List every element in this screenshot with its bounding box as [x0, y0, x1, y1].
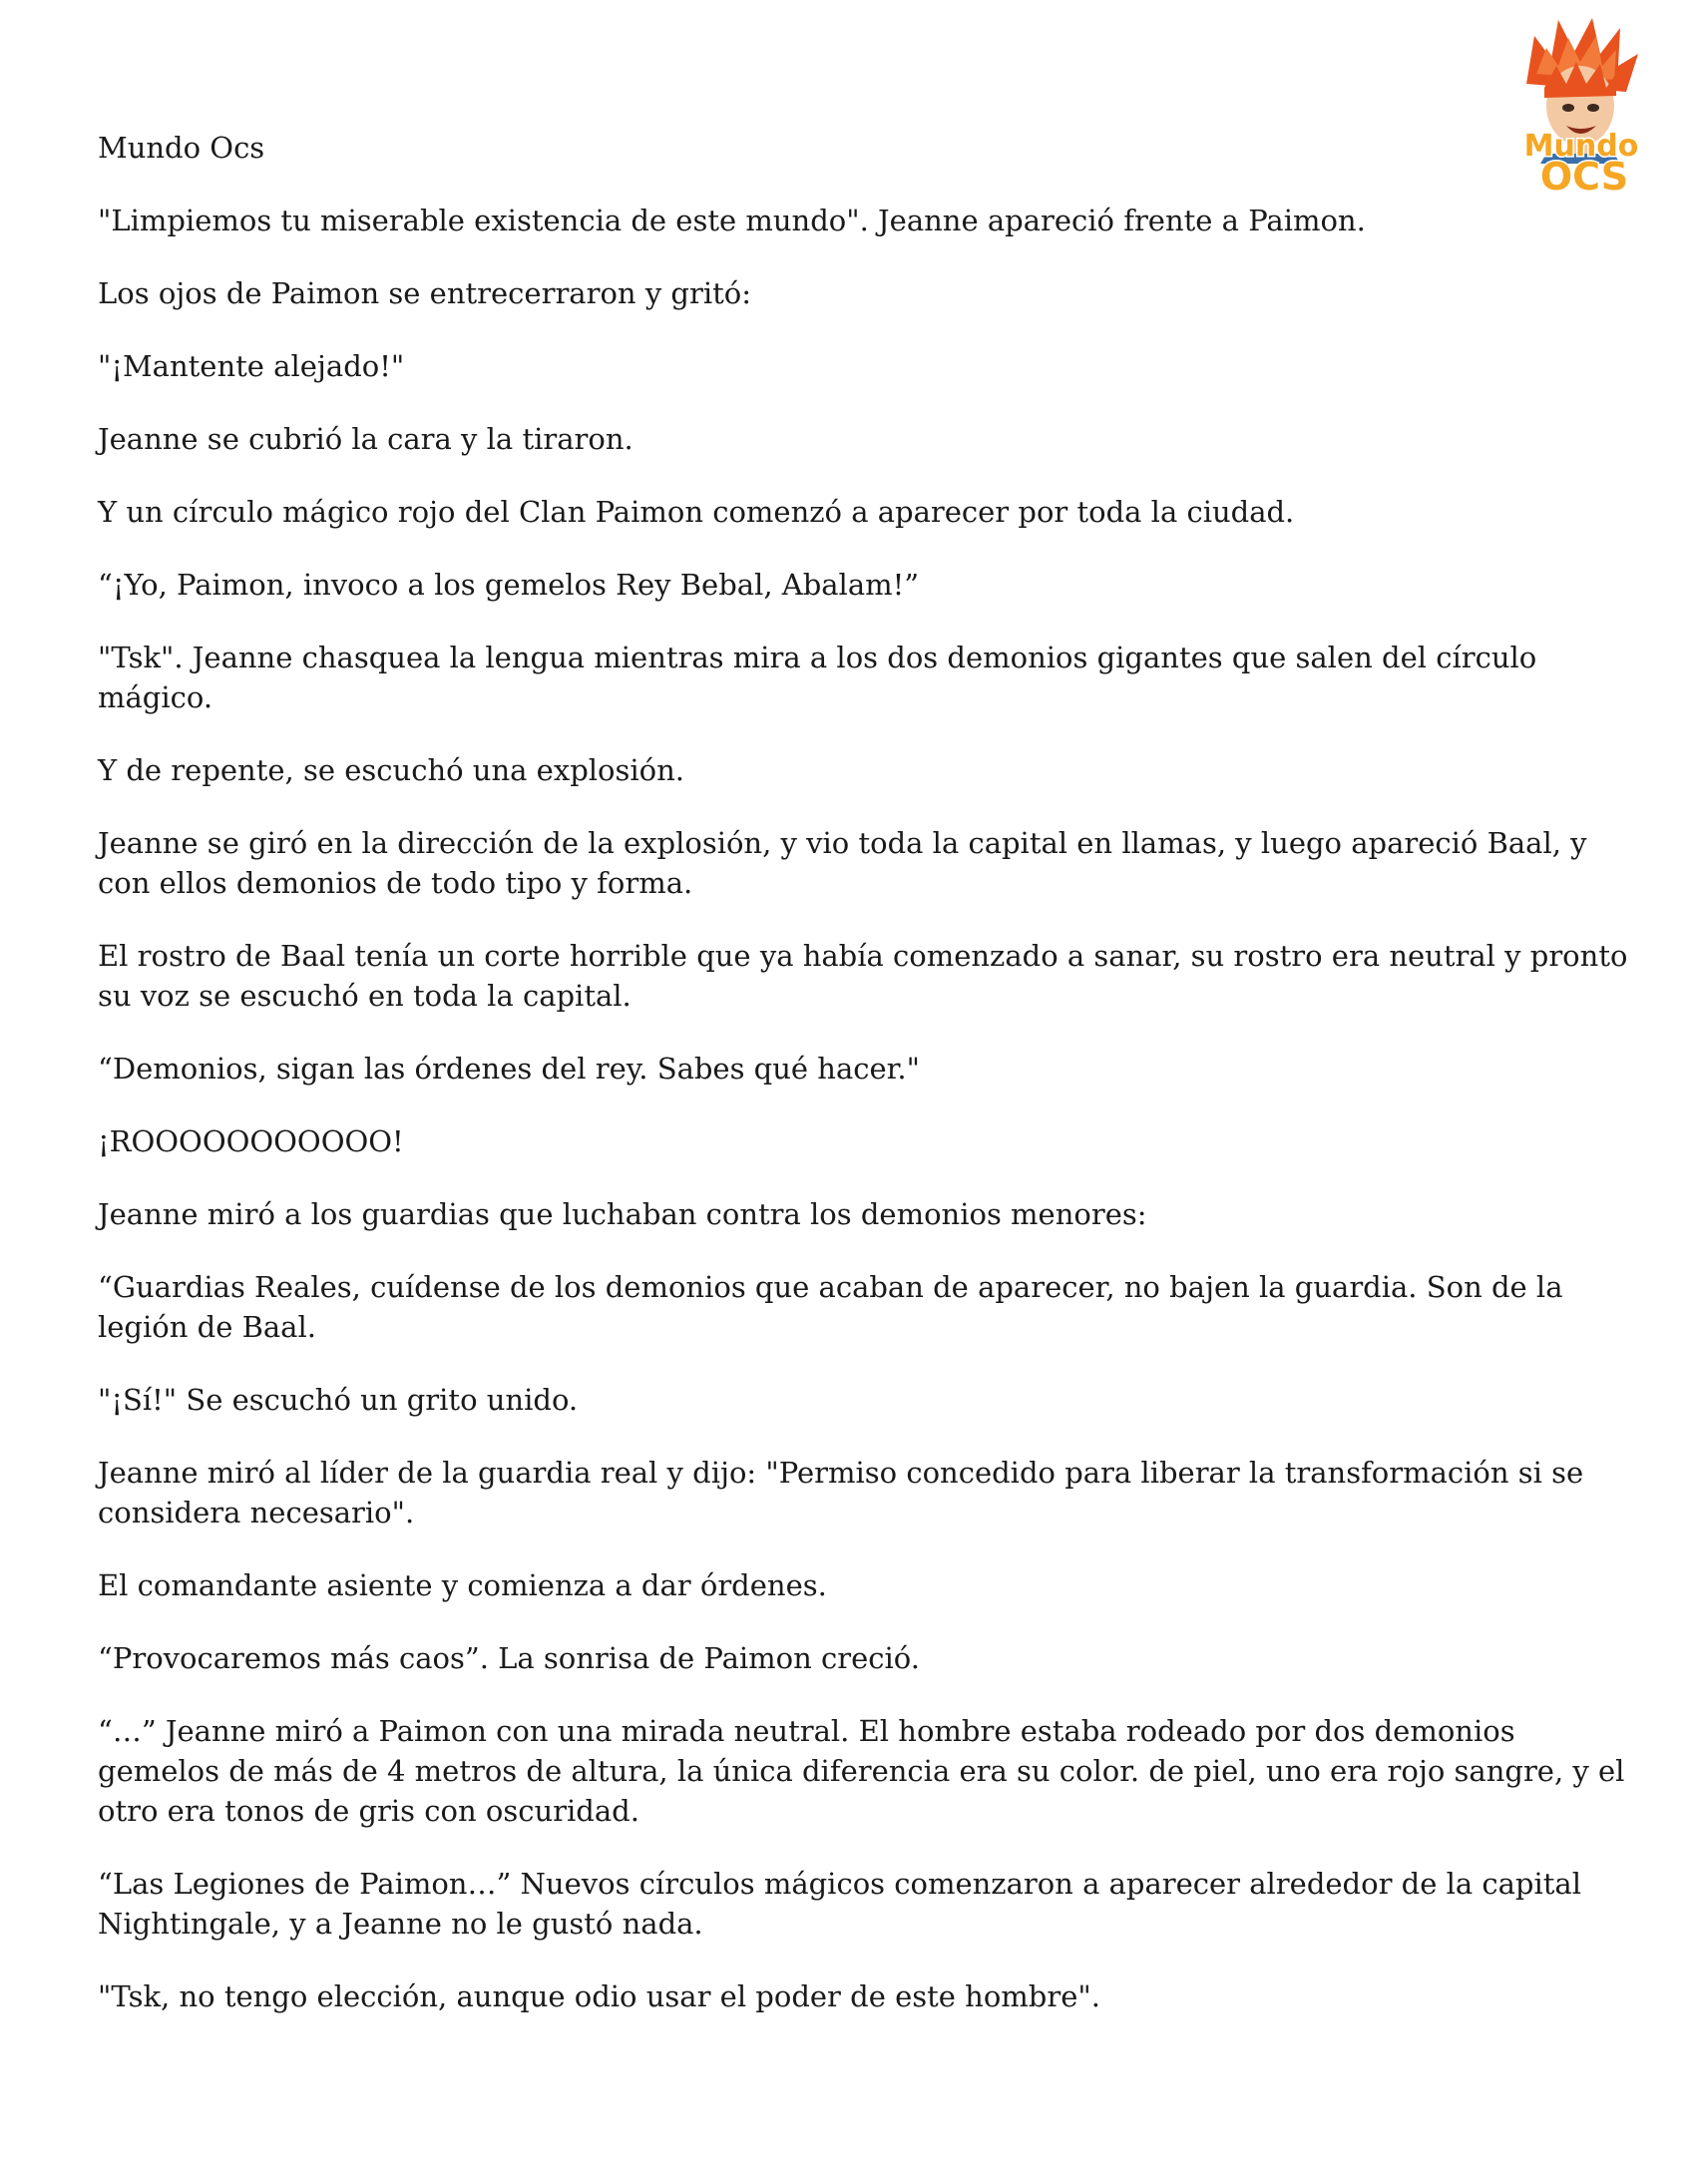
logo-text-line1: Mundo — [1523, 129, 1639, 164]
paragraph: "Limpiemos tu miserable existencia de este mundo". Jeanne apareció frente a Paimon. — [98, 204, 1366, 237]
paragraph: Los ojos de Paimon se entrecerraron y gritó: — [98, 276, 752, 310]
paragraph: Y de repente, se escuchó una explosión. — [98, 753, 685, 787]
paragraph: El comandante asiente y comienza a dar órdenes. — [98, 1568, 827, 1602]
paragraph: Jeanne miró al líder de la guardia real y dijo: "Permiso concedido para liberar la transformación si se considera necesario". — [98, 1456, 1584, 1529]
paragraph: Y un círculo mágico rojo del Clan Paimon comenzó a aparecer por toda la ciudad. — [98, 495, 1295, 529]
paragraph: “Las Legiones de Paimon…” Nuevos círculos mágicos comenzaron a aparecer alrededor de la capital Nightingale, y a Jeanne no le gustó nada. — [98, 1867, 1581, 1941]
paragraph: "¡Sí!" Se escuchó un grito unido. — [98, 1383, 579, 1417]
paragraph: “¡Yo, Paimon, invoco a los gemelos Rey Bebal, Abalam!” — [98, 568, 920, 602]
paragraph: El rostro de Baal tenía un corte horrible que ya había comenzado a sanar, su rostro era neutral y pronto su voz se escuchó en toda la capital. — [98, 939, 1628, 1013]
paragraph: “Guardias Reales, cuídense de los demonios que acaban de aparecer, no bajen la guardia. Son de la legión de Baal. — [98, 1270, 1563, 1344]
document-body — [98, 128, 1634, 2049]
paragraph: “Provocaremos más caos”. La sonrisa de Paimon creció. — [98, 1641, 920, 1675]
logo-text-line2: OCS — [1539, 155, 1629, 194]
paragraph: "¡Mantente alejado!" — [98, 349, 405, 383]
paragraph: Jeanne se giró en la dirección de la explosión, y vio toda la capital en llamas, y luego apareció Baal, y con ellos demonios de todo tipo y forma. — [98, 826, 1587, 900]
paragraph: Jeanne se cubrió la cara y la tiraron. — [98, 422, 634, 456]
paragraph: ¡ROOOOOOOOOOO! — [98, 1124, 404, 1158]
paragraph: Jeanne miró a los guardias que luchaban contra los demonios menores: — [98, 1197, 1147, 1231]
paragraph: “Demonios, sigan las órdenes del rey. Sabes qué hacer." — [98, 1052, 920, 1086]
paragraph: "Tsk, no tengo elección, aunque odio usar el poder de este hombre". — [98, 1979, 1100, 2013]
paragraph: "Tsk". Jeanne chasquea la lengua mientras mira a los dos demonios gigantes que salen del círculo mágico. — [98, 641, 1537, 714]
document-title: Mundo Ocs — [98, 131, 265, 165]
paragraph: “…” Jeanne miró a Paimon con una mirada neutral. El hombre estaba rodeado por dos demonios gemelos de más de 4 metros de altura, la única diferencia era su color. de piel, uno era rojo sangre, y el otro era tonos de gris con oscuridad. — [98, 1714, 1625, 1828]
